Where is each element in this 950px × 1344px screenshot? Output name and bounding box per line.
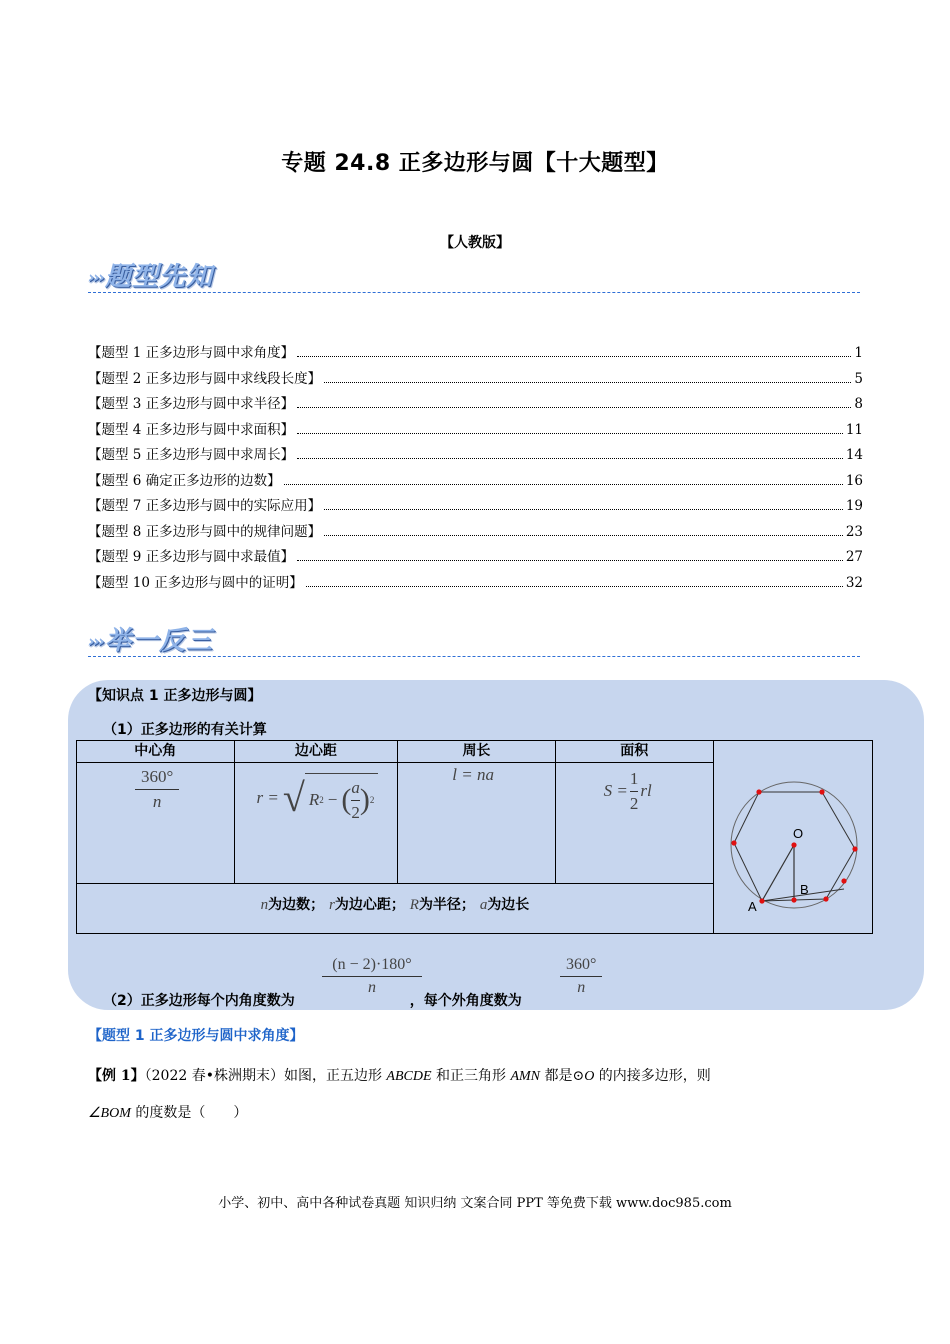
type1-heading: 【题型 1 正多边形与圆中求角度】	[88, 1028, 304, 1044]
variable-legend: n为边数； r为边心距； R为半径； a为边长	[260, 897, 530, 914]
toc-entry[interactable]	[88, 443, 863, 469]
toc-entry-label: 【题型 2 正多边形与圆中求线段长度】	[88, 370, 322, 387]
header-apothem: 边心距	[234, 741, 398, 763]
toc-page-number: 1	[854, 345, 863, 361]
toc-entry[interactable]	[88, 418, 863, 444]
section-banner-practice	[88, 620, 213, 657]
toc-leader	[297, 458, 843, 459]
toc-page-number: 8	[854, 396, 863, 412]
banner-text: 举一反三	[105, 626, 214, 656]
label-O: O	[792, 826, 804, 841]
example-1: 【例 1】（2022 春•株洲期末）如图，正五边形 ABCDE 和正三角形 AMN 都是⊙O 的内接多边形，则 ∠BOM 的度数是（ ）	[88, 1068, 711, 1121]
apothem-formula: r = √ R 2 − ( $\frac{a}{2}$ ) 2	[257, 773, 398, 823]
toc-entry-label: 【题型 8 正多边形与圆中的规律问题】	[88, 523, 322, 540]
example-tag: 【例 1】	[88, 1068, 145, 1084]
toc-leader	[306, 586, 843, 587]
banner-arrows: ›››	[88, 267, 104, 288]
toc-leader	[297, 560, 843, 561]
toc-leader	[324, 509, 843, 510]
toc-page-number: 16	[845, 472, 863, 489]
toc-entry[interactable]	[88, 392, 863, 418]
toc-entry[interactable]	[88, 341, 863, 367]
header-area: 面积	[555, 741, 713, 763]
angle-description: （2）正多边形每个内角度数为 ，每个外角度数为	[103, 993, 522, 1009]
toc-page-number: 11	[845, 421, 863, 438]
exterior-angle-formula: 360° n	[560, 956, 602, 997]
knowledge-heading: 【知识点 1 正多边形与圆】	[88, 688, 262, 704]
toc-leader	[297, 356, 851, 357]
toc-page-number: 23	[845, 523, 863, 540]
toc-entry-label: 【题型 3 正多边形与圆中求半径】	[88, 396, 295, 412]
dashed-divider	[88, 656, 860, 657]
toc-entry[interactable]	[88, 367, 863, 393]
toc-entry-label: 【题型 6 确定正多边形的边数】	[88, 472, 281, 489]
polygon-figure-cell	[713, 741, 872, 934]
perimeter-formula: l = na	[452, 764, 494, 784]
perimeter-cell	[398, 762, 555, 883]
toc-entry-label: 【题型 7 正多边形与圆中的实际应用】	[88, 498, 322, 514]
toc-page-number: 5	[854, 370, 863, 387]
central-angle-formula: $\frac{360^\circ}{n}$	[135, 767, 179, 812]
toc-entry-label: 【题型 1 正多边形与圆中求角度】	[88, 345, 295, 361]
toc-entry-label: 【题型 9 正多边形与圆中求最值】	[88, 549, 295, 565]
table-of-contents	[88, 341, 863, 596]
formula-table	[76, 740, 873, 934]
toc-page-number: 32	[845, 574, 863, 591]
toc-entry-label: 【题型 5 正多边形与圆中求周长】	[88, 447, 295, 463]
dashed-divider	[88, 292, 860, 293]
area-formula: S = $\frac{1}{2}$ rl	[603, 768, 652, 813]
page-title: 专题 24.8 正多边形与圆【十大题型】	[281, 151, 669, 176]
header-central-angle: 中心角	[77, 741, 235, 763]
banner-arrows: ›››	[88, 631, 104, 652]
toc-leader	[297, 433, 843, 434]
toc-entry[interactable]	[88, 545, 863, 571]
toc-entry[interactable]	[88, 494, 863, 520]
toc-leader	[324, 382, 851, 383]
header-perimeter: 周长	[398, 741, 555, 763]
section-banner-preview	[88, 256, 213, 293]
central-angle-cell	[77, 762, 235, 883]
area-cell	[555, 762, 713, 883]
apothem-cell	[234, 762, 398, 883]
toc-page-number: 14	[845, 447, 863, 463]
toc-leader	[324, 535, 843, 536]
page-footer: 小学、初中、高中各种试卷真题 知识归纳 文案合同 PPT 等免费下载 www.doc985.com	[218, 1196, 732, 1211]
edition-label: 【人教版】	[440, 235, 510, 251]
knowledge-subheading: （1）正多边形的有关计算	[103, 722, 267, 738]
toc-entry[interactable]	[88, 520, 863, 546]
toc-page-number: 27	[845, 549, 863, 565]
banner-text: 题型先知	[105, 262, 214, 292]
label-B: B	[799, 882, 809, 897]
toc-entry-label: 【题型 4 正多边形与圆中求面积】	[88, 421, 295, 438]
toc-entry-label: 【题型 10 正多边形与圆中的证明】	[88, 574, 303, 591]
label-A: A	[747, 899, 757, 914]
toc-leader	[297, 407, 851, 408]
inscribed-polygon-figure	[714, 741, 872, 929]
toc-leader	[284, 484, 843, 485]
interior-angle-formula: (n − 2)·180° n	[322, 956, 422, 997]
toc-page-number: 19	[845, 498, 863, 514]
toc-entry[interactable]	[88, 469, 863, 495]
toc-entry[interactable]	[88, 571, 863, 597]
legend-cell	[77, 883, 714, 933]
